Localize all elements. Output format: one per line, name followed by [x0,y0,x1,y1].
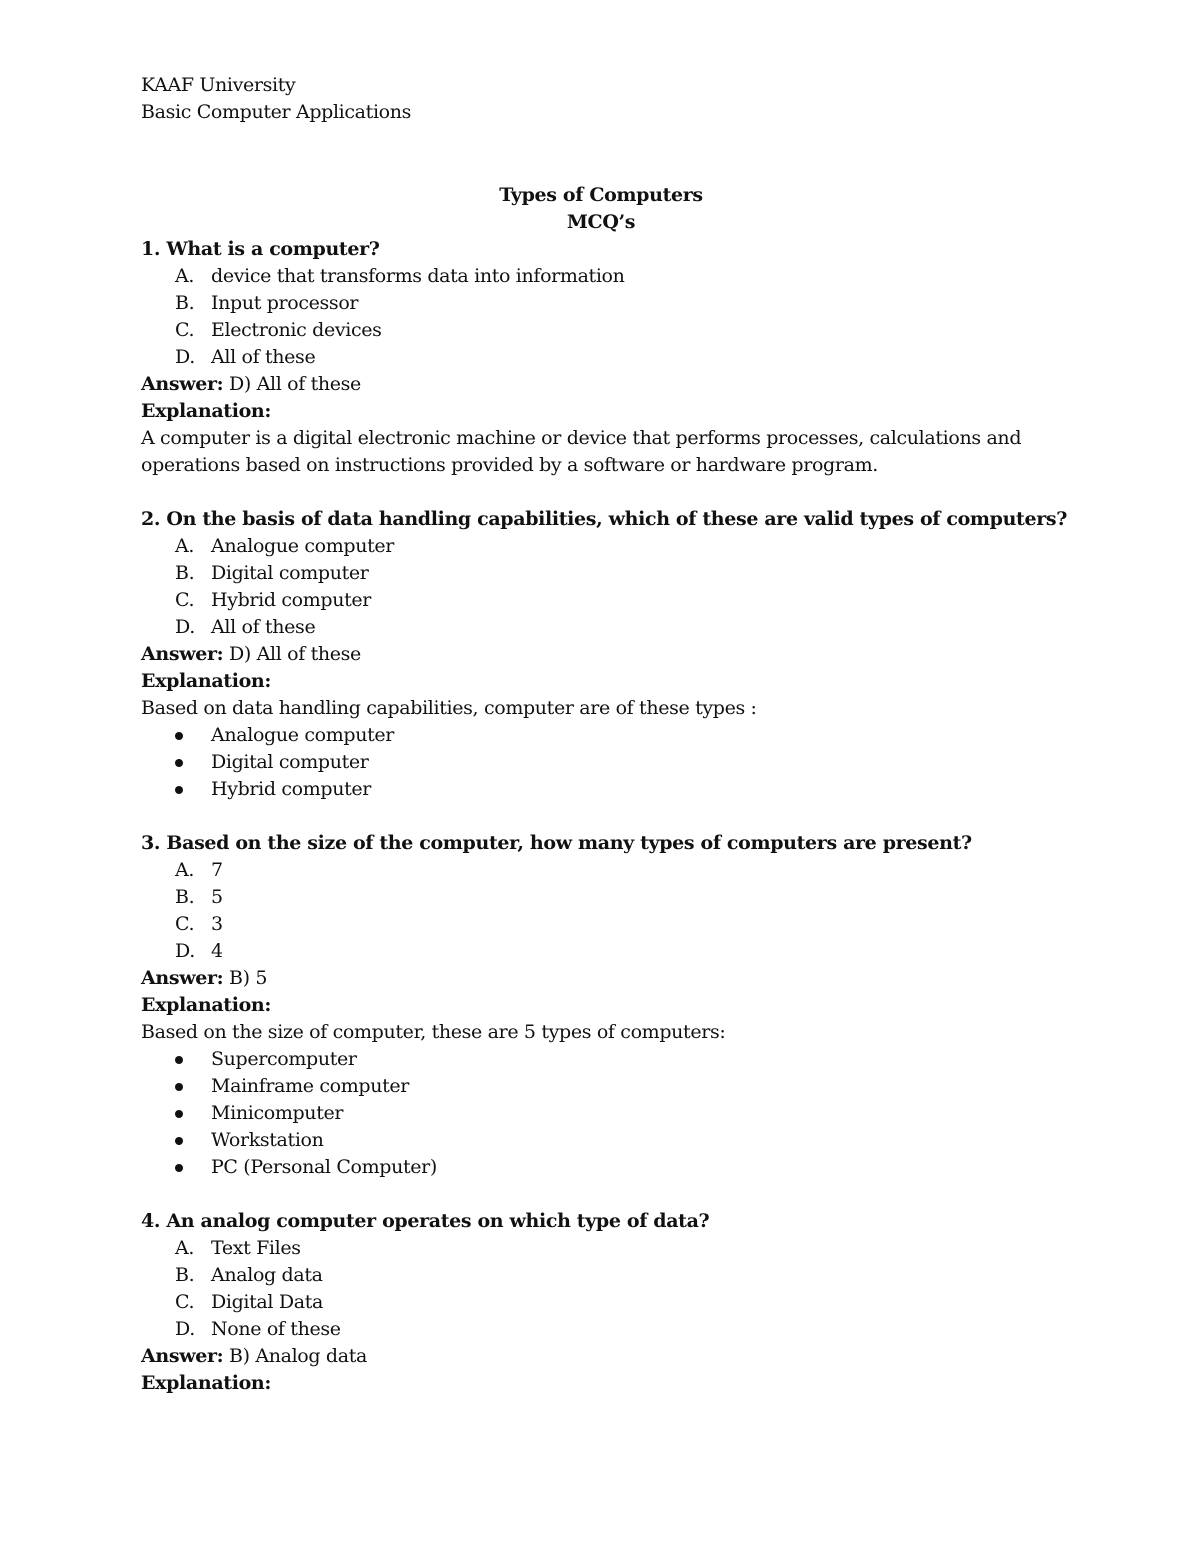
option-text: None of these [211,1318,341,1340]
option-3b [141,884,1101,911]
option-4a [141,1235,1101,1262]
explanation-label-3: Explanation: [141,994,272,1016]
answer-label: Answer: [141,373,224,395]
option-2c [141,587,1101,614]
option-3a [141,857,1101,884]
explanation-2-line-1: Based on data handling capabilities, computer are of these types : [141,697,757,719]
answer-value: D) All of these [228,373,361,395]
option-letter: A. [175,535,195,557]
bullet-text: Mainframe computer [211,1075,409,1097]
answer-4 [141,1343,1101,1370]
option-letter: C. [175,589,195,611]
answer-value: B) Analog data [228,1345,367,1367]
bullet-item [141,1127,1101,1154]
answer-3 [141,965,1101,992]
option-text: Analogue computer [211,535,394,557]
answer-label: Answer: [141,967,224,989]
option-text: All of these [211,616,316,638]
question-4: 4. An analog computer operates on which type of data? [141,1210,710,1232]
document-title: Types of Computers [499,184,703,206]
explanation-label-2: Explanation: [141,670,272,692]
bullet-icon [175,1164,183,1172]
bullet-icon [175,732,183,740]
option-letter: A. [175,265,195,287]
option-letter: B. [175,292,195,314]
bullet-item [141,776,1101,803]
option-text: Digital computer [211,562,369,584]
option-letter: B. [175,1264,195,1286]
university-name: KAAF University [141,74,296,96]
option-4b [141,1262,1101,1289]
answer-label: Answer: [141,1345,224,1367]
explanation-label-1: Explanation: [141,400,272,422]
bullet-text: Workstation [211,1129,324,1151]
option-text: device that transforms data into information [211,265,625,287]
option-3c [141,911,1101,938]
bullet-text: Digital computer [211,751,369,773]
option-letter: D. [175,616,195,638]
question-2: 2. On the basis of data handling capabilities, which of these are valid types of computers? [141,508,1067,530]
bullet-icon [175,1110,183,1118]
question-3: 3. Based on the size of the computer, how many types of computers are present? [141,832,972,854]
bullet-icon [175,759,183,767]
bullet-text: Analogue computer [211,724,394,746]
option-text: 7 [211,859,223,881]
bullet-text: Minicomputer [211,1102,344,1124]
answer-label: Answer: [141,643,224,665]
option-text: Analog data [211,1264,323,1286]
option-1c [141,317,1101,344]
option-letter: B. [175,562,195,584]
option-letter: D. [175,940,195,962]
option-2b [141,560,1101,587]
bullet-item [141,1046,1101,1073]
option-text: 3 [211,913,223,935]
explanation-1-line-1: A computer is a digital electronic machine or device that performs processes, calculations and [141,427,1022,449]
option-text: Hybrid computer [211,589,372,611]
document-subtitle: MCQ’s [566,211,636,233]
bullet-text: PC (Personal Computer) [211,1156,437,1178]
answer-value: D) All of these [228,643,361,665]
bullet-item [141,1073,1101,1100]
option-text: 5 [211,886,223,908]
option-letter: C. [175,913,195,935]
option-3d [141,938,1101,965]
option-letter: A. [175,859,195,881]
bullet-text: Hybrid computer [211,778,372,800]
bullet-icon [175,1083,183,1091]
option-text: Input processor [211,292,359,314]
option-text: Text Files [211,1237,301,1259]
bullet-item [141,749,1101,776]
bullet-icon [175,1056,183,1064]
option-text: Electronic devices [211,319,382,341]
option-letter: B. [175,886,195,908]
answer-1 [141,371,1101,398]
course-name: Basic Computer Applications [141,101,412,123]
answer-2 [141,641,1101,668]
option-text: 4 [211,940,223,962]
bullet-icon [175,1137,183,1145]
option-letter: C. [175,1291,195,1313]
explanation-1-line-2: operations based on instructions provided by a software or hardware program. [141,454,878,476]
option-text: All of these [211,346,316,368]
option-1a [141,263,1101,290]
document-content [141,72,1101,1397]
option-text: Digital Data [211,1291,323,1313]
option-1d [141,344,1101,371]
option-2a [141,533,1101,560]
option-letter: D. [175,1318,195,1340]
bullet-icon [175,786,183,794]
option-4d [141,1316,1101,1343]
explanation-label-4: Explanation: [141,1372,272,1394]
option-4c [141,1289,1101,1316]
option-letter: D. [175,346,195,368]
bullet-item [141,722,1101,749]
option-2d [141,614,1101,641]
bullet-text: Supercomputer [211,1048,357,1070]
option-letter: C. [175,319,195,341]
answer-value: B) 5 [228,967,268,989]
bullet-item [141,1154,1101,1181]
explanation-3-line-1: Based on the size of computer, these are 5 types of computers: [141,1021,726,1043]
option-letter: A. [175,1237,195,1259]
bullet-item [141,1100,1101,1127]
question-1: 1. What is a computer? [141,238,380,260]
option-1b [141,290,1101,317]
